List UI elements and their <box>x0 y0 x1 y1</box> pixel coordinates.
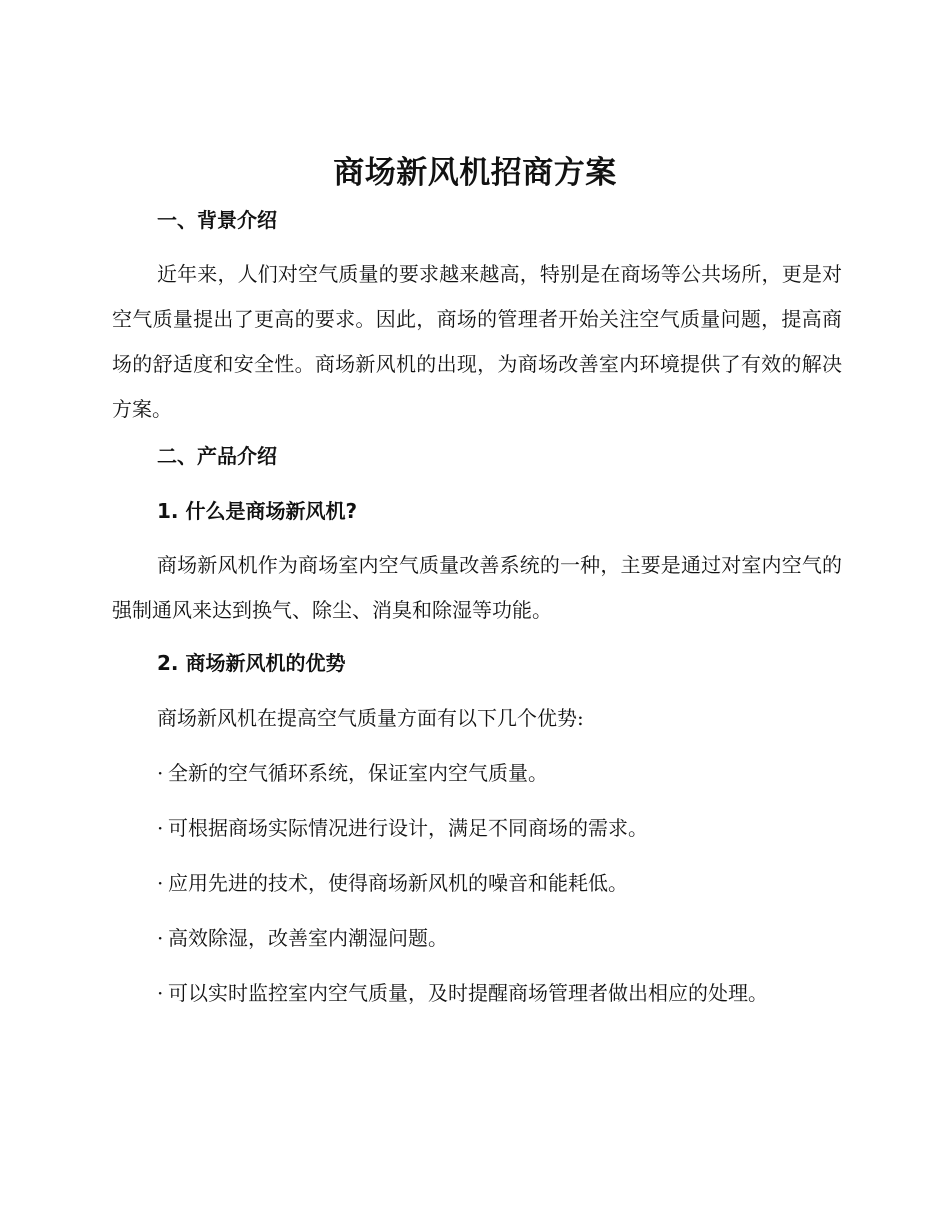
bullet-marker: · <box>157 981 164 1005</box>
bullet-text: 全新的空气循环系统，保证室内空气质量。 <box>168 761 548 785</box>
advantages-intro: 商场新风机在提高空气质量方面有以下几个优势: <box>157 706 584 730</box>
document-title: 商场新风机招商方案 <box>333 155 617 191</box>
subheading-advantages: 2. 商场新风机的优势 <box>157 651 346 675</box>
bullet-item <box>157 978 768 1008</box>
bullet-marker: · <box>157 926 164 950</box>
bullet-text: 可根据商场实际情况进行设计，满足不同商场的需求。 <box>168 816 648 840</box>
bullet-text: 高效除湿，改善室内潮湿问题。 <box>168 926 448 950</box>
bullet-item <box>157 813 648 843</box>
bullet-item <box>157 868 628 898</box>
subheading-what-is: 1. 什么是商场新风机? <box>157 499 358 523</box>
bullet-marker: · <box>157 761 164 785</box>
bullet-item <box>157 923 448 953</box>
section-heading-product: 二、产品介绍 <box>157 444 277 468</box>
bullet-text: 应用先进的技术，使得商场新风机的噪音和能耗低。 <box>168 871 628 895</box>
bullet-marker: · <box>157 871 164 895</box>
section-heading-background: 一、背景介绍 <box>157 208 277 232</box>
what-is-paragraph: 商场新风机作为商场室内空气质量改善系统的一种，主要是通过对室内空气的强制通风来达到换气、除尘、消臭和除湿等功能。 <box>112 553 842 622</box>
bullet-text: 可以实时监控室内空气质量，及时提醒商场管理者做出相应的处理。 <box>168 981 768 1005</box>
bullet-marker: · <box>157 816 164 840</box>
background-paragraph: 近年来，人们对空气质量的要求越来越高，特别是在商场等公共场所，更是对空气质量提出了更高的要求。因此，商场的管理者开始关注空气质量问题，提高商场的舒适度和安全性。商场新风机的出现，为商场改善室内环境提供了有效的解决方案。 <box>112 262 842 421</box>
bullet-item <box>157 758 548 788</box>
